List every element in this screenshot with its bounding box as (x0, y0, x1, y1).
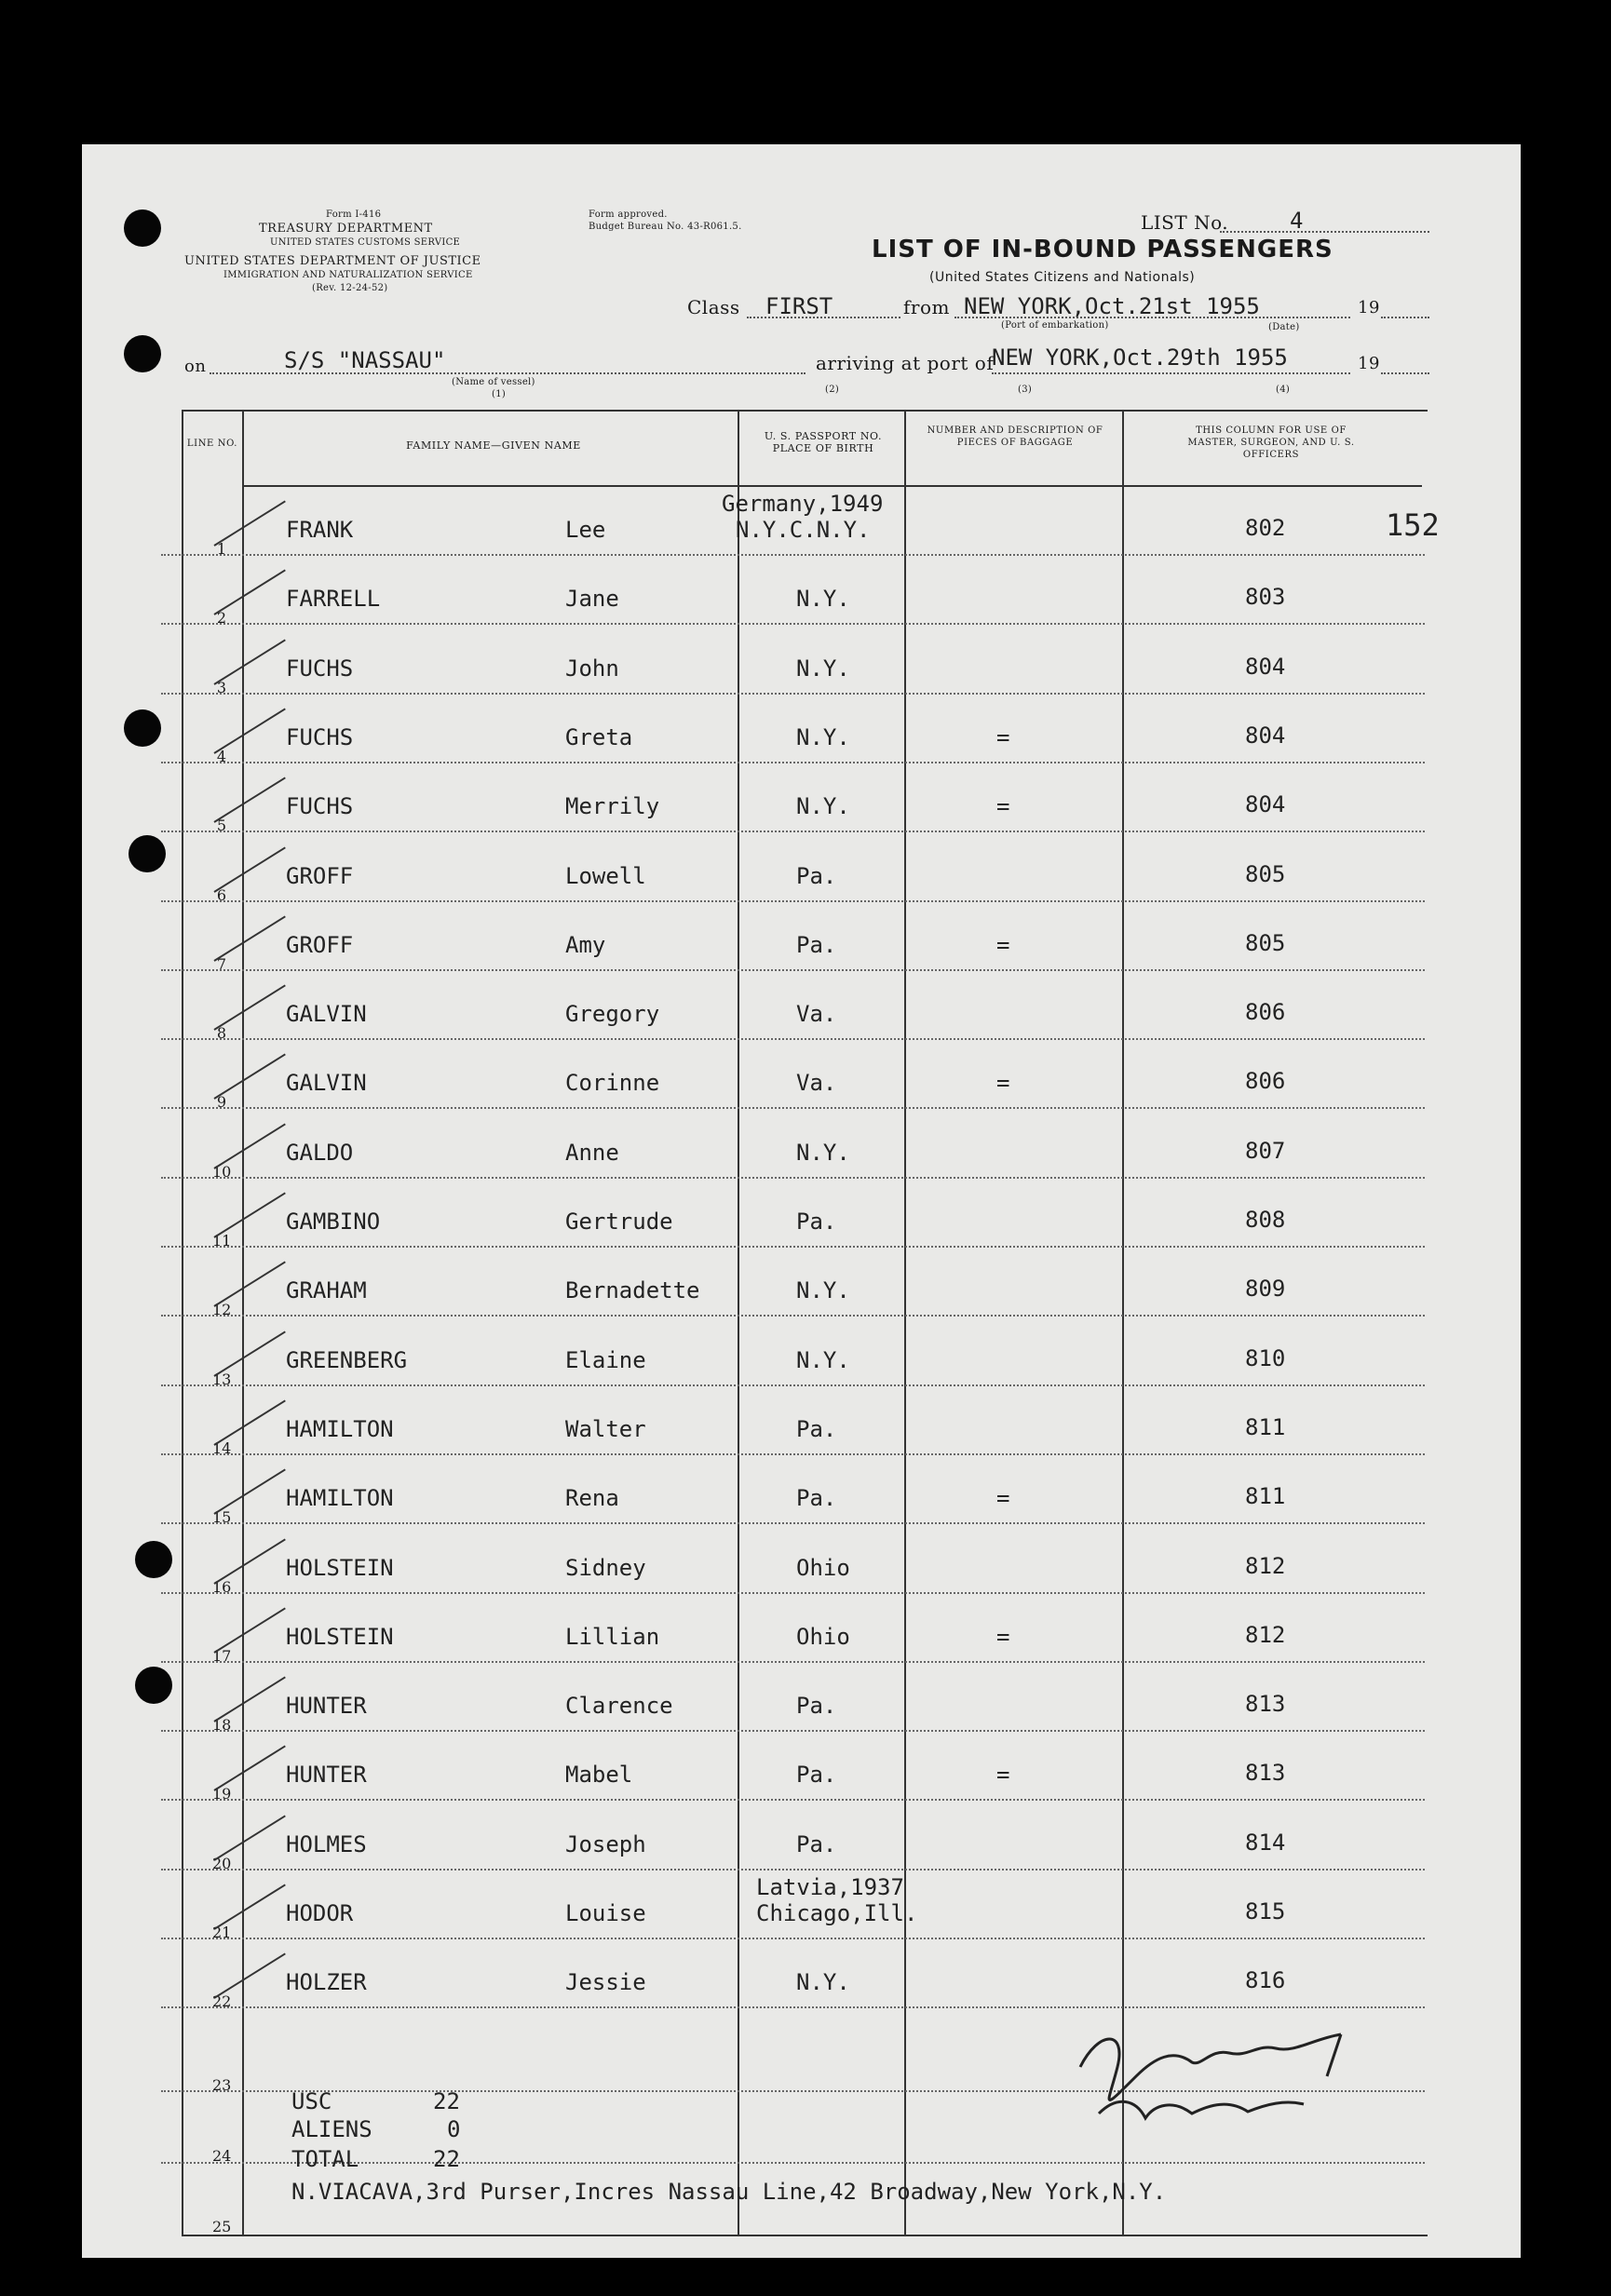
officer-code: 802 (1245, 515, 1286, 541)
year-label: 19 (1358, 298, 1380, 317)
year-line (1381, 317, 1429, 318)
form-approved: Form approved. (589, 209, 668, 220)
row-rule (161, 831, 1425, 832)
line-number: 21 (212, 1924, 232, 1941)
place-of-birth: Pa. (796, 1762, 837, 1788)
baggage-mark: = (996, 1624, 1010, 1650)
officer-code: 812 (1245, 1622, 1286, 1648)
given-name: Lillian (565, 1624, 660, 1650)
class-value: FIRST (765, 293, 833, 319)
from-value: NEW YORK,Oct.21st 1955 (964, 293, 1260, 319)
baggage-mark: = (996, 1762, 1010, 1788)
year-label-2: 19 (1358, 354, 1380, 373)
place-of-birth: Pa. (796, 1693, 837, 1719)
place-of-birth: Germany,1949 (722, 491, 884, 517)
caption-3: (3) (1018, 385, 1033, 395)
header-name: FAMILY NAME—GIVEN NAME (406, 439, 581, 452)
passport-right-divider (904, 410, 906, 2235)
row-rule (161, 1592, 1425, 1594)
family-name: FUCHS (286, 724, 354, 750)
line-number: 18 (212, 1716, 232, 1734)
arriving-line (992, 372, 1350, 374)
row-rule (161, 1177, 1425, 1179)
officer-code: 809 (1245, 1276, 1286, 1302)
line-number: 3 (216, 679, 227, 696)
given-name: Jessie (565, 1969, 646, 1995)
header-officers: THIS COLUMN FOR USE OF MASTER, SURGEON, AND U. S. OFFICERS (1187, 425, 1355, 460)
family-name: GAMBINO (286, 1209, 381, 1235)
purser-line: N.VIACAVA,3rd Purser,Incres Nassau Line,42 Broadway,New York,N.Y. (291, 2179, 1167, 2205)
family-name: GALVIN (286, 1070, 367, 1096)
form-sheet (82, 144, 1521, 2258)
table-bottom-border (182, 2235, 1428, 2236)
line-number: 16 (212, 1578, 232, 1596)
given-name: Corinne (565, 1070, 660, 1096)
place-of-birth: Pa. (796, 932, 837, 958)
family-name: FRANK (286, 517, 354, 543)
place-of-birth: N.Y. (796, 1347, 850, 1373)
given-name: Amy (565, 932, 606, 958)
officer-code: 814 (1245, 1830, 1286, 1856)
table-left-border (182, 410, 183, 2235)
given-name: Greta (565, 724, 633, 750)
given-name: Gregory (565, 1001, 660, 1027)
page-number: 152 (1386, 507, 1440, 543)
officer-code: 813 (1245, 1691, 1286, 1717)
given-name: John (565, 655, 619, 682)
header-baggage: NUMBER AND DESCRIPTION OF PIECES OF BAGGAGE (927, 425, 1103, 448)
place-of-birth: N.Y. (796, 1277, 850, 1303)
usc-value: 22 (433, 2088, 460, 2114)
family-name: GREENBERG (286, 1347, 408, 1373)
officer-code: 803 (1245, 584, 1286, 610)
punch-hole (124, 209, 161, 247)
place-of-birth: Va. (796, 1001, 837, 1027)
family-name: HOLZER (286, 1969, 367, 1995)
place-of-birth: Pa. (796, 1416, 837, 1442)
officer-code: 815 (1245, 1898, 1286, 1925)
officer-code: 804 (1245, 791, 1286, 817)
line-number: 4 (216, 748, 227, 765)
arriving-label: arriving at port of (816, 352, 995, 374)
place-of-birth: Pa. (796, 1831, 837, 1857)
given-name: Jane (565, 586, 619, 612)
from-line (954, 317, 1350, 318)
place-of-birth: Pa. (796, 1485, 837, 1511)
ins-label: IMMIGRATION AND NATURALIZATION SERVICE (223, 270, 473, 280)
given-name: Mabel (565, 1762, 633, 1788)
baggage-right-divider (1122, 410, 1124, 2235)
total-value: 22 (433, 2146, 460, 2172)
officer-code: 808 (1245, 1207, 1286, 1233)
baggage-mark: = (996, 724, 1010, 750)
row-rule (161, 900, 1425, 902)
family-name: HUNTER (286, 1762, 367, 1788)
family-name: HAMILTON (286, 1416, 394, 1442)
place-of-birth: N.Y. (796, 793, 850, 819)
given-name: Elaine (565, 1347, 646, 1373)
row-rule (161, 1038, 1425, 1040)
line-number: 13 (212, 1371, 232, 1388)
caption-4: (4) (1276, 385, 1291, 395)
officer-code: 806 (1245, 1068, 1286, 1094)
row-rule (161, 1869, 1425, 1871)
row-rule (161, 2006, 1425, 2008)
line-number: 7 (216, 955, 227, 973)
header-line-no: LINE NO. (186, 439, 238, 449)
revision-label: (Rev. 12-24-52) (312, 283, 388, 293)
line-number: 20 (212, 1855, 232, 1872)
year-line-2 (1381, 372, 1429, 374)
punch-hole (135, 1667, 172, 1704)
baggage-mark: = (996, 932, 1010, 958)
place-of-birth: N.Y. (796, 655, 850, 682)
line-number: 6 (216, 886, 227, 904)
row-rule (161, 1730, 1425, 1732)
list-number: 4 (1290, 208, 1304, 234)
row-rule (161, 969, 1425, 971)
family-name: GALDO (286, 1140, 354, 1166)
row-rule (161, 1453, 1425, 1455)
given-name: Rena (565, 1485, 619, 1511)
given-name: Bernadette (565, 1277, 700, 1303)
header-bottom-border (244, 485, 1422, 487)
line-number: 9 (216, 1093, 227, 1111)
officer-code: 812 (1245, 1553, 1286, 1579)
place-of-birth: Pa. (796, 863, 837, 889)
punch-hole (135, 1541, 172, 1578)
officer-code: 816 (1245, 1967, 1286, 1993)
family-name: GALVIN (286, 1001, 367, 1027)
line-number: 1 (216, 540, 227, 558)
row-rule (161, 1938, 1425, 1939)
place-of-birth-2: Chicago,Ill. (756, 1900, 918, 1926)
officer-code: 810 (1245, 1345, 1286, 1371)
line-number: 22 (212, 1992, 232, 2010)
list-number-line (1220, 231, 1429, 233)
officer-code: 811 (1245, 1414, 1286, 1440)
header-passport: U. S. PASSPORT NO. PLACE OF BIRTH (764, 430, 883, 454)
officer-code: 806 (1245, 999, 1286, 1025)
vessel-name: S/S "NASSAU" (284, 347, 446, 373)
passport-left-divider (738, 410, 739, 2235)
officer-code: 805 (1245, 861, 1286, 887)
officer-code: 805 (1245, 930, 1286, 956)
row-rule (161, 623, 1425, 625)
place-of-birth: Pa. (796, 1209, 837, 1235)
given-name: Anne (565, 1140, 619, 1166)
usc-label: USC (291, 2088, 332, 2114)
row-rule (161, 1522, 1425, 1524)
line-number: 12 (212, 1301, 232, 1318)
baggage-mark: = (996, 1070, 1010, 1096)
vessel-caption: (Name of vessel) (452, 377, 535, 387)
row-rule (161, 1384, 1425, 1386)
place-of-birth: N.Y. (796, 1140, 850, 1166)
officer-code: 811 (1245, 1483, 1286, 1509)
row-rule (161, 1246, 1425, 1248)
line-no-divider (242, 410, 244, 2235)
family-name: HUNTER (286, 1693, 367, 1719)
given-name: Walter (565, 1416, 646, 1442)
place-of-birth-2: N.Y.C.N.Y. (736, 517, 871, 543)
row-rule (161, 554, 1425, 556)
place-of-birth: Latvia,1937 (756, 1874, 904, 1900)
family-name: GROFF (286, 932, 354, 958)
place-of-birth: Ohio (796, 1555, 850, 1581)
table-top-border (182, 410, 1428, 412)
row-rule (161, 1107, 1425, 1109)
row-rule (161, 762, 1425, 763)
baggage-mark: = (996, 1485, 1010, 1511)
list-label: LIST No. (1141, 211, 1229, 234)
line-number-24: 24 (212, 2147, 232, 2165)
place-of-birth: N.Y. (796, 1969, 850, 1995)
date-caption: (Date) (1268, 322, 1300, 332)
class-label: Class (687, 296, 740, 318)
treasury-dept: TREASURY DEPARTMENT (259, 222, 433, 236)
from-label: from (903, 296, 950, 318)
family-name: HOLSTEIN (286, 1555, 394, 1581)
justice-dept: UNITED STATES DEPARTMENT OF JUSTICE (184, 254, 481, 268)
given-name: Clarence (565, 1693, 673, 1719)
given-name: Joseph (565, 1831, 646, 1857)
family-name: GROFF (286, 863, 354, 889)
page-title: LIST OF IN-BOUND PASSENGERS (872, 236, 1333, 263)
page-subtitle: (United States Citizens and Nationals) (929, 270, 1196, 285)
customs-service: UNITED STATES CUSTOMS SERVICE (270, 237, 461, 248)
line-number: 19 (212, 1785, 232, 1803)
arriving-value: NEW YORK,Oct.29th 1955 (992, 344, 1288, 371)
row-rule (161, 693, 1425, 695)
line-number: 8 (216, 1024, 227, 1042)
family-name: FUCHS (286, 793, 354, 819)
officer-code: 804 (1245, 654, 1286, 680)
officer-code: 807 (1245, 1138, 1286, 1164)
row-rule (161, 1315, 1425, 1317)
family-name: GRAHAM (286, 1277, 367, 1303)
class-line (747, 317, 900, 318)
punch-hole (124, 709, 161, 747)
line-number: 17 (212, 1647, 232, 1665)
family-name: HOLSTEIN (286, 1624, 394, 1650)
caption-2: (2) (825, 385, 840, 395)
place-of-birth: Va. (796, 1070, 837, 1096)
given-name: Merrily (565, 793, 660, 819)
place-of-birth: N.Y. (796, 724, 850, 750)
family-name: HAMILTON (286, 1485, 394, 1511)
punch-hole (124, 335, 161, 372)
row-rule (161, 1661, 1425, 1663)
line-number: 15 (212, 1508, 232, 1526)
place-of-birth: N.Y. (796, 586, 850, 612)
line-number: 10 (212, 1163, 232, 1181)
family-name: HODOR (286, 1900, 354, 1926)
punch-hole (129, 835, 166, 872)
officer-code: 804 (1245, 723, 1286, 749)
place-of-birth: Ohio (796, 1624, 850, 1650)
given-name: Louise (565, 1900, 646, 1926)
total-label: TOTAL (291, 2146, 359, 2172)
line-number: 14 (212, 1439, 232, 1457)
line-number: 5 (216, 817, 227, 834)
family-name: FARRELL (286, 586, 381, 612)
line-number: 2 (216, 609, 227, 627)
given-name: Sidney (565, 1555, 646, 1581)
line-number: 11 (212, 1232, 232, 1249)
baggage-mark: = (996, 793, 1010, 819)
budget-bureau: Budget Bureau No. 43-R061.5. (589, 222, 742, 232)
form-number: Form I-416 (326, 209, 382, 220)
port-embark-caption: (Port of embarkation) (1001, 320, 1109, 331)
row-rule (161, 1799, 1425, 1801)
line-number-25: 25 (212, 2218, 232, 2235)
family-name: HOLMES (286, 1831, 367, 1857)
signature-mark (1062, 2011, 1378, 2141)
aliens-label: ALIENS (291, 2116, 372, 2142)
given-name: Gertrude (565, 1209, 673, 1235)
aliens-value: 0 (447, 2116, 461, 2142)
given-name: Lee (565, 517, 606, 543)
vessel-line (210, 372, 806, 374)
on-label: on (184, 357, 207, 376)
caption-1: (1) (492, 389, 507, 399)
given-name: Lowell (565, 863, 646, 889)
line-number-23: 23 (212, 2076, 232, 2094)
officer-code: 813 (1245, 1760, 1286, 1786)
family-name: FUCHS (286, 655, 354, 682)
